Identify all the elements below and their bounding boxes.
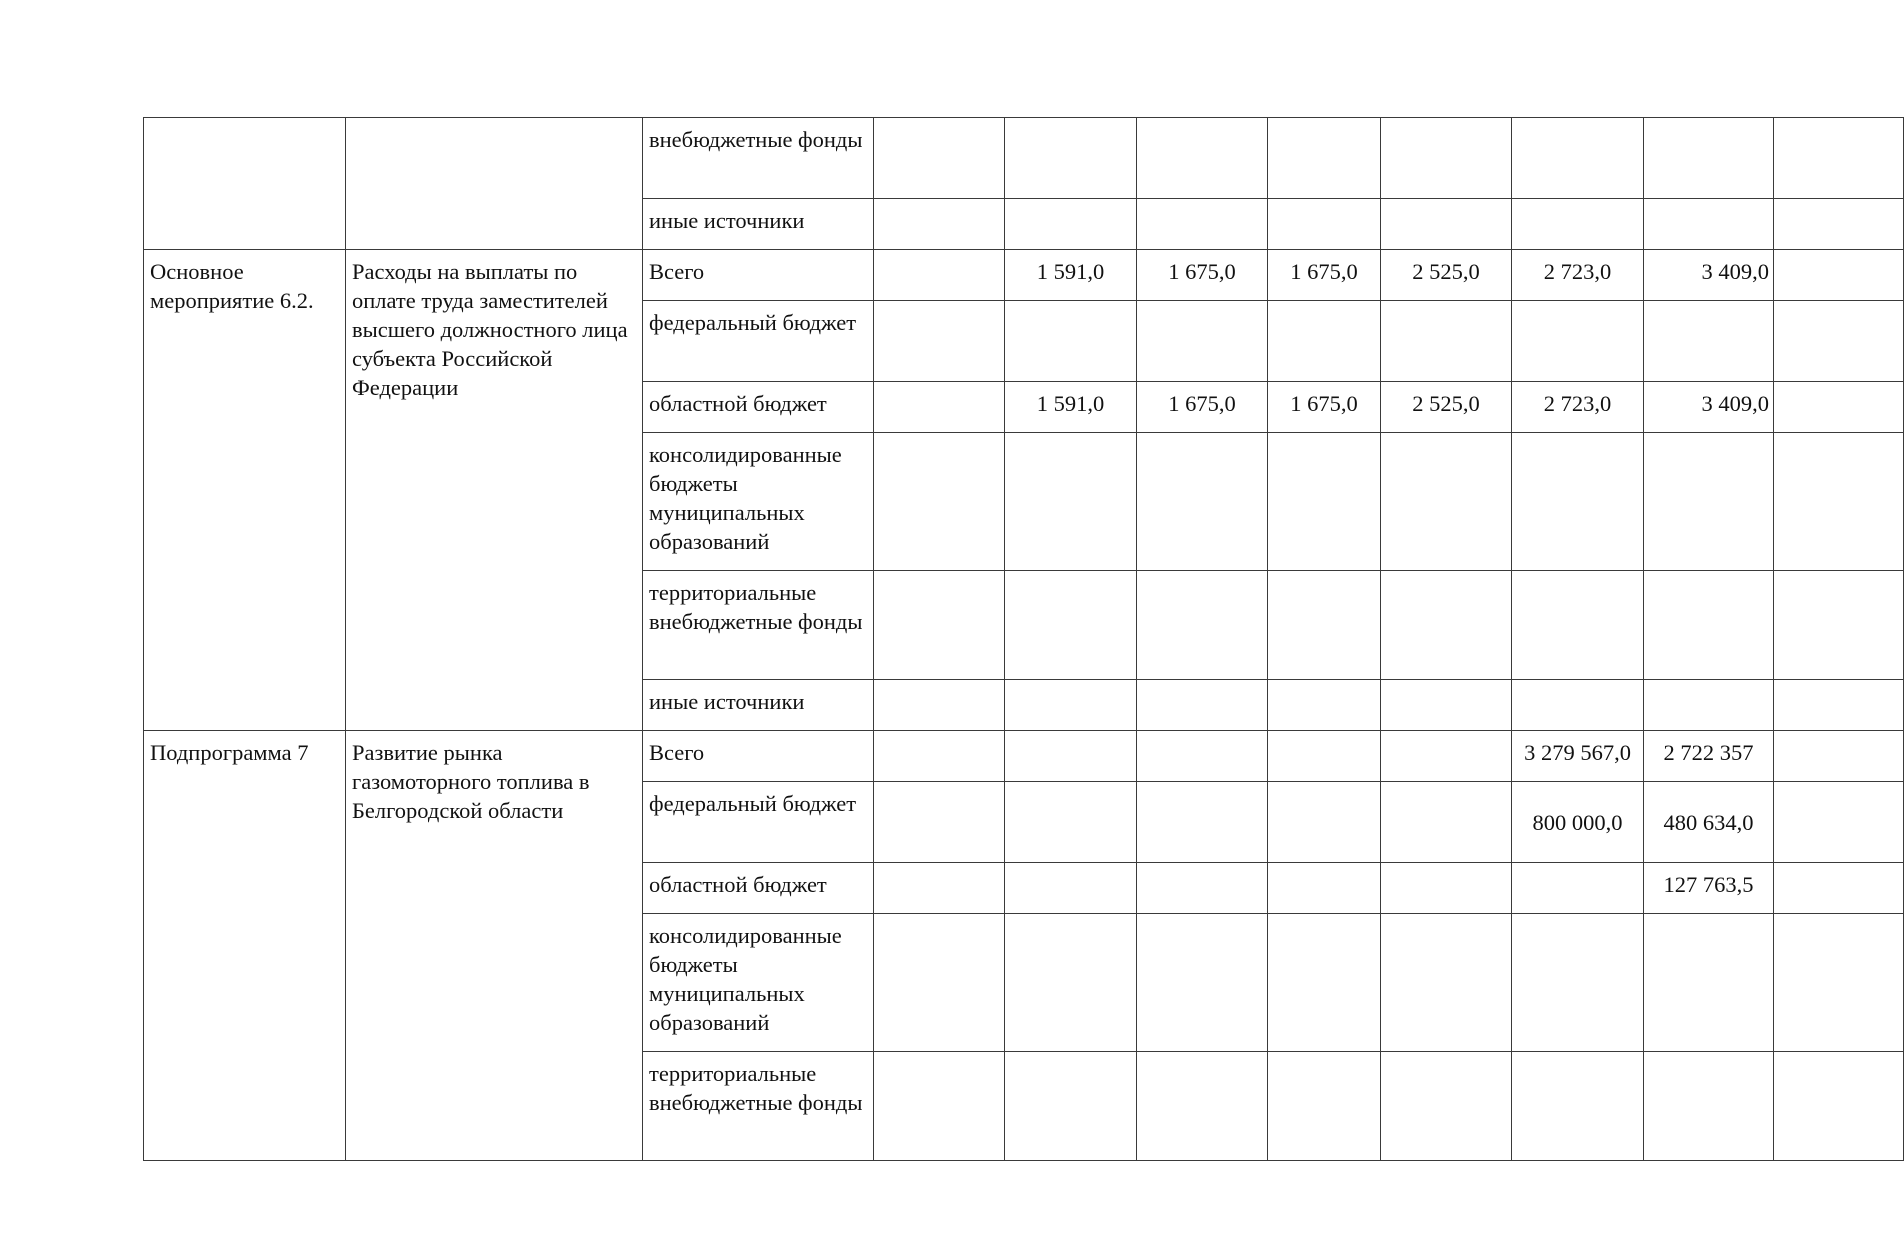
empty-cell [1774,782,1904,863]
source-cell: внебюджетные фонды [643,118,874,199]
empty-cell [1512,199,1644,250]
empty-cell [1137,914,1268,1052]
table-row [144,250,1904,301]
row-label: Подпрограмма 7 [144,731,346,1161]
empty-cell [1268,199,1381,250]
table-row [144,731,1904,782]
empty-cell [1644,680,1774,731]
empty-cell [1005,782,1137,863]
source-cell: областной бюджет [643,382,874,433]
empty-cell [1005,118,1137,199]
empty-cell [1137,301,1268,382]
empty-cell [1268,914,1381,1052]
value-cell: 1 675,0 [1268,382,1381,433]
row-description: Расходы на выплаты по оплате труда заместителей высшего должностного лица субъекта Российской Федерации [346,250,643,731]
empty-cell [1268,782,1381,863]
empty-cell [1005,680,1137,731]
empty-cell [1774,382,1904,433]
value-cell: 3 279 567,0 [1512,731,1644,782]
empty-cell [1512,571,1644,680]
empty-cell [1137,1052,1268,1161]
value-cell: 2 525,0 [1381,382,1512,433]
empty-cell [1268,301,1381,382]
empty-cell [874,1052,1005,1161]
empty-cell [1268,863,1381,914]
empty-cell [874,680,1005,731]
empty-cell [1268,1052,1381,1161]
empty-cell [1774,199,1904,250]
empty-cell [874,301,1005,382]
value-cell: 3 409,0 [1644,382,1774,433]
empty-cell [1381,301,1512,382]
row-label: Основное мероприятие 6.2. [144,250,346,731]
empty-cell [1774,250,1904,301]
empty-cell [1381,914,1512,1052]
empty-cell [874,433,1005,571]
empty-cell [1381,782,1512,863]
row-description: Развитие рынка газомоторного топлива в Белгородской области [346,731,643,1161]
value-cell: 2 525,0 [1381,250,1512,301]
value-cell: 1 591,0 [1005,382,1137,433]
source-cell: иные источники [643,199,874,250]
source-cell: территориальные внебюджетные фонды [643,571,874,680]
empty-cell [1774,571,1904,680]
empty-cell [1512,301,1644,382]
empty-cell [1644,433,1774,571]
source-cell: консолидированные бюджеты муниципальных образований [643,433,874,571]
empty-cell [1512,914,1644,1052]
empty-cell [1512,433,1644,571]
empty-cell [874,914,1005,1052]
empty-cell [1268,118,1381,199]
empty-cell [874,118,1005,199]
empty-cell [1644,914,1774,1052]
empty-cell [1005,731,1137,782]
empty-cell [1644,1052,1774,1161]
value-cell: 1 591,0 [1005,250,1137,301]
empty-cell [874,250,1005,301]
budget-table [143,117,1904,1161]
empty-cell [1644,199,1774,250]
empty-cell [1005,914,1137,1052]
empty-cell [1644,301,1774,382]
empty-cell [1381,118,1512,199]
empty-cell [1268,680,1381,731]
empty-cell [874,199,1005,250]
empty-cell [874,571,1005,680]
empty-cell [874,782,1005,863]
source-cell: областной бюджет [643,863,874,914]
empty-cell [874,863,1005,914]
empty-cell [1512,863,1644,914]
source-cell: Всего [643,250,874,301]
empty-cell [1137,680,1268,731]
value-cell: 480 634,0 [1644,782,1774,863]
empty-cell [1381,571,1512,680]
empty-cell [1774,731,1904,782]
source-cell: иные источники [643,680,874,731]
value-cell: 1 675,0 [1137,382,1268,433]
empty-cell [1268,731,1381,782]
empty-cell [1005,863,1137,914]
empty-cell [1381,863,1512,914]
value-cell: 2 723,0 [1512,382,1644,433]
empty-cell [1512,680,1644,731]
empty-cell [1774,118,1904,199]
empty-cell [1005,1052,1137,1161]
empty-cell [1137,433,1268,571]
source-cell: федеральный бюджет [643,782,874,863]
empty-cell [1137,571,1268,680]
empty-cell [1774,301,1904,382]
value-cell: 2 723,0 [1512,250,1644,301]
empty-cell [1005,571,1137,680]
empty-cell [1137,199,1268,250]
empty-cell [1268,433,1381,571]
label-cell [144,118,346,250]
empty-cell [1137,782,1268,863]
empty-cell [1774,680,1904,731]
empty-cell [1005,301,1137,382]
name-cell [346,118,643,250]
empty-cell [1381,731,1512,782]
empty-cell [1381,199,1512,250]
empty-cell [1381,433,1512,571]
value-cell: 800 000,0 [1512,782,1644,863]
empty-cell [1512,1052,1644,1161]
empty-cell [874,382,1005,433]
value-cell: 127 763,5 [1644,863,1774,914]
value-cell: 3 409,0 [1644,250,1774,301]
empty-cell [1137,118,1268,199]
source-cell: консолидированные бюджеты муниципальных образований [643,914,874,1052]
empty-cell [1644,118,1774,199]
empty-cell [1644,571,1774,680]
empty-cell [1005,433,1137,571]
empty-cell [1774,1052,1904,1161]
value-cell: 1 675,0 [1268,250,1381,301]
empty-cell [1381,680,1512,731]
value-cell: 1 675,0 [1137,250,1268,301]
source-cell: Всего [643,731,874,782]
empty-cell [1774,433,1904,571]
empty-cell [1774,863,1904,914]
empty-cell [1774,914,1904,1052]
value-cell: 2 722 357 [1644,731,1774,782]
source-cell: территориальные внебюджетные фонды [643,1052,874,1161]
empty-cell [1381,1052,1512,1161]
empty-cell [1512,118,1644,199]
table-row [144,118,1904,199]
empty-cell [874,731,1005,782]
empty-cell [1268,571,1381,680]
empty-cell [1005,199,1137,250]
source-cell: федеральный бюджет [643,301,874,382]
empty-cell [1137,731,1268,782]
empty-cell [1137,863,1268,914]
